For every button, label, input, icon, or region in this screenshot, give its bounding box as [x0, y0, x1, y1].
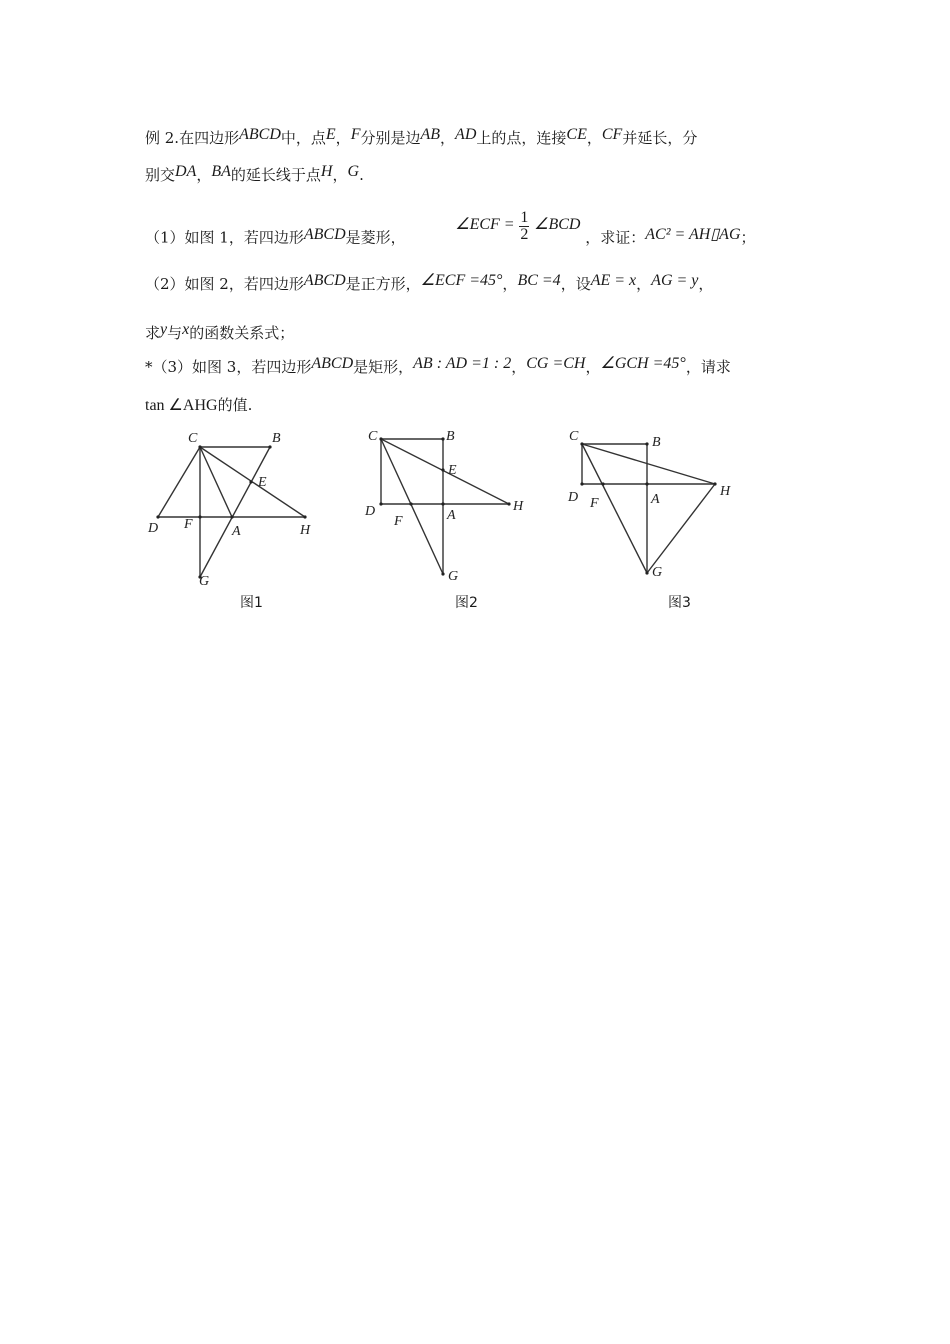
- text: （1）如图 1，若四边形: [145, 228, 304, 247]
- fraction-denominator: 2: [520, 226, 529, 243]
- text: 分别是边: [360, 129, 421, 147]
- label-d: D: [365, 504, 376, 519]
- text: ，: [636, 275, 652, 293]
- math-ag-y: AG = y: [651, 272, 699, 289]
- label-a: A: [651, 492, 660, 507]
- label-h: H: [300, 523, 311, 538]
- label-f: F: [394, 514, 403, 529]
- figure-2-diagram: [355, 420, 540, 620]
- math-ac-squared: AC² = AH▯AG: [645, 225, 741, 243]
- math-angle-bcd: ∠BCD: [534, 215, 581, 233]
- label-f: F: [590, 496, 599, 511]
- label-b: B: [272, 431, 281, 446]
- text: .: [359, 166, 364, 184]
- math-x: x: [182, 321, 190, 338]
- math-ce: CE: [566, 126, 587, 143]
- fraction-numerator: 1: [520, 209, 529, 226]
- text: ，: [585, 358, 601, 376]
- label-c: C: [368, 429, 378, 444]
- text: 是正方形，: [345, 275, 421, 293]
- math-bc-4: BC =4: [517, 272, 561, 289]
- figure-3-caption: 图3: [668, 595, 691, 611]
- label-d: D: [568, 490, 579, 505]
- math-da: DA: [175, 163, 197, 180]
- math-tan-ahg: tan ∠AHG: [145, 397, 218, 414]
- angle-equation: [455, 209, 581, 245]
- text: 并延长，分: [622, 129, 698, 147]
- text: 与: [167, 324, 183, 342]
- math-ratio: AB : AD =1 : 2: [413, 355, 512, 372]
- problem-intro-line1: [145, 128, 697, 149]
- text: ，: [196, 166, 212, 184]
- text: 上的点，连接: [476, 129, 567, 147]
- math-abcd: ABCD: [239, 126, 281, 143]
- label-a: A: [447, 508, 456, 523]
- math-f: F: [350, 126, 361, 143]
- fraction-half: [519, 210, 529, 243]
- math-g: G: [347, 163, 360, 180]
- math-angle-ecf: ∠ECF =: [455, 215, 515, 233]
- text: ，: [335, 129, 351, 147]
- math-cf: CF: [601, 126, 623, 143]
- text: ，请求: [685, 358, 731, 376]
- figure-3-diagram: [555, 420, 755, 620]
- math-e: E: [325, 126, 336, 143]
- problem-part2-line2: [145, 323, 294, 344]
- label-a: A: [232, 524, 241, 539]
- text: 求: [145, 324, 161, 342]
- text: （2）如图 2，若四边形: [145, 275, 304, 293]
- figure-2: [355, 420, 540, 624]
- problem-intro-line2: [145, 165, 364, 186]
- math-angle-ecf-45: ∠ECF =45°: [420, 272, 503, 289]
- text: 的延长线于点: [230, 166, 321, 184]
- label-g: G: [448, 569, 459, 584]
- text: ，设: [560, 275, 591, 293]
- math-abcd: ABCD: [311, 355, 354, 372]
- figure-1: [140, 420, 340, 624]
- math-y: y: [160, 321, 168, 338]
- label-g: G: [199, 574, 210, 589]
- text: *（3）如图 3，若四边形: [145, 358, 312, 376]
- label-h: H: [513, 499, 524, 514]
- problem-part2-line1: [145, 274, 713, 295]
- figure-1-caption: 图1: [240, 595, 263, 611]
- label-c: C: [188, 431, 198, 446]
- math-angle-gch: ∠GCH =45°: [600, 355, 686, 372]
- math-h: H: [320, 163, 333, 180]
- text: 别交: [145, 166, 176, 184]
- math-abcd: ABCD: [303, 272, 346, 289]
- label-b: B: [446, 429, 455, 444]
- text: ，: [440, 129, 456, 147]
- math-ae-x: AE = x: [590, 272, 637, 289]
- label-f: F: [184, 517, 193, 532]
- figure-2-caption: 图2: [455, 595, 478, 611]
- text: 例 2.在四边形: [145, 129, 240, 147]
- math-ba: BA: [211, 163, 231, 180]
- label-c: C: [569, 429, 579, 444]
- problem-part3-line1: [145, 357, 731, 378]
- label-d: D: [148, 521, 159, 536]
- figure-3: [555, 420, 755, 624]
- label-h: H: [720, 484, 731, 499]
- label-e: E: [258, 475, 267, 490]
- text: ，: [502, 275, 518, 293]
- math-ab: AB: [420, 126, 441, 143]
- text: 中，点: [280, 129, 326, 147]
- text: ，: [586, 129, 602, 147]
- figure-1-diagram: [140, 420, 340, 620]
- text: ，: [332, 166, 348, 184]
- math-abcd: ABCD: [303, 225, 346, 243]
- problem-part1: [145, 209, 756, 255]
- label-e: E: [448, 463, 457, 478]
- text: 的函数关系式；: [189, 324, 295, 342]
- math-cg-ch: CG =CH: [526, 355, 586, 372]
- text: 是矩形，: [353, 358, 414, 376]
- text: 是菱形，: [345, 228, 406, 247]
- text: 的值.: [217, 396, 253, 414]
- text: ，: [698, 275, 714, 293]
- problem-part3-line2: [145, 395, 252, 416]
- label-g: G: [652, 565, 663, 580]
- label-b: B: [652, 435, 661, 450]
- math-ad: AD: [455, 126, 477, 143]
- text: ，求证：: [585, 228, 646, 247]
- text: ；: [740, 228, 756, 247]
- text: ，: [511, 358, 527, 376]
